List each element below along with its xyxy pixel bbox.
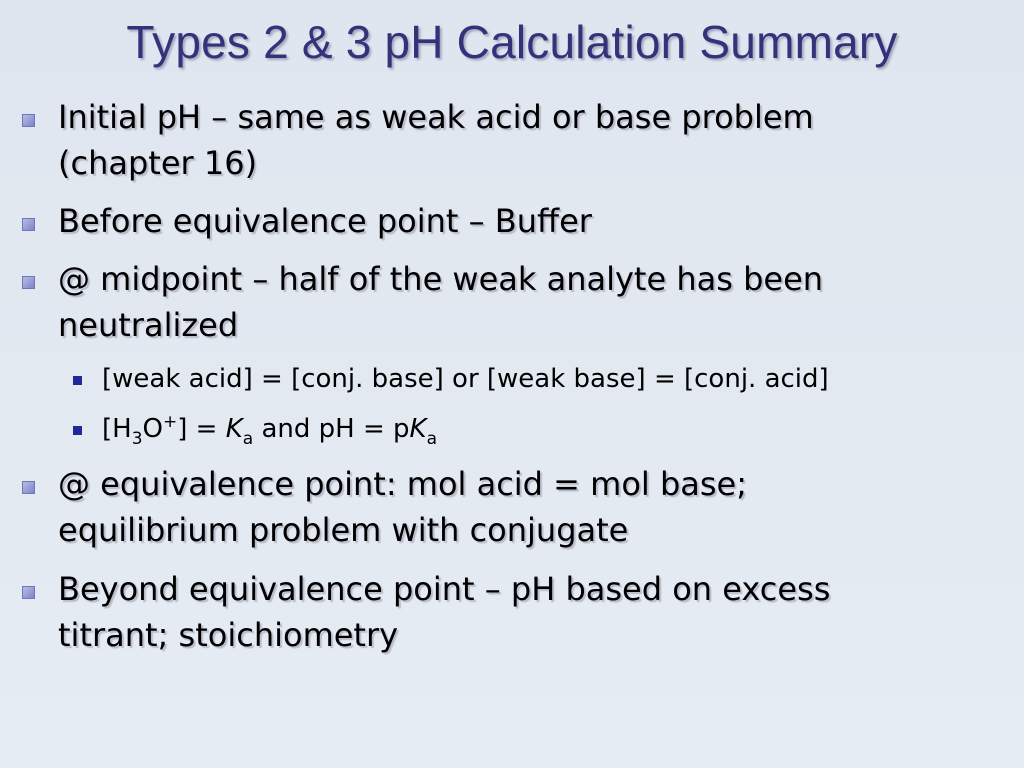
bullet-marker (22, 114, 35, 127)
slide-title: Types 2 & 3 pH Calculation Summary (126, 16, 898, 68)
sub-text: [H (102, 414, 132, 444)
sub-bullet-item-1: [weak acid] = [conj. base] or [weak base] = [conj. acid] (102, 364, 829, 394)
subscript-a: a (426, 429, 438, 449)
bullet-marker (22, 586, 35, 599)
bullet-item-5-line-1: Beyond equivalence point – pH based on excess (58, 570, 831, 608)
bullet-marker (22, 218, 35, 231)
bullet-marker (22, 276, 35, 289)
italic-k: K (225, 414, 243, 444)
sub-bullet-marker (73, 426, 82, 435)
bullet-item-5-line-2: titrant; stoichiometry (58, 616, 399, 654)
italic-k: K (409, 414, 427, 444)
bullet-item-1-line-1: Initial pH – same as weak acid or base problem (58, 98, 814, 136)
subscript-3: 3 (131, 429, 143, 449)
bullet-item-4-line-2: equilibrium problem with conjugate (58, 511, 629, 549)
bullet-item-3-line-1: @ midpoint – half of the weak analyte has been (58, 260, 824, 298)
bullet-marker (22, 481, 35, 494)
sub-text: O (142, 414, 163, 444)
sub-bullet-item-2 (102, 411, 982, 450)
sub-text: and pH = p (253, 414, 410, 444)
subscript-a: a (242, 429, 254, 449)
bullet-item-3-line-2: neutralized (58, 306, 239, 344)
bullet-item-1-line-2: (chapter 16) (58, 144, 258, 182)
superscript-plus: + (163, 412, 178, 432)
bullet-item-4-line-1: @ equivalence point: mol acid = mol base; (58, 465, 748, 503)
sub-text: ] = (177, 414, 226, 444)
bullet-item-2-line-1: Before equivalence point – Buffer (58, 202, 592, 240)
sub-bullet-marker (73, 376, 82, 385)
